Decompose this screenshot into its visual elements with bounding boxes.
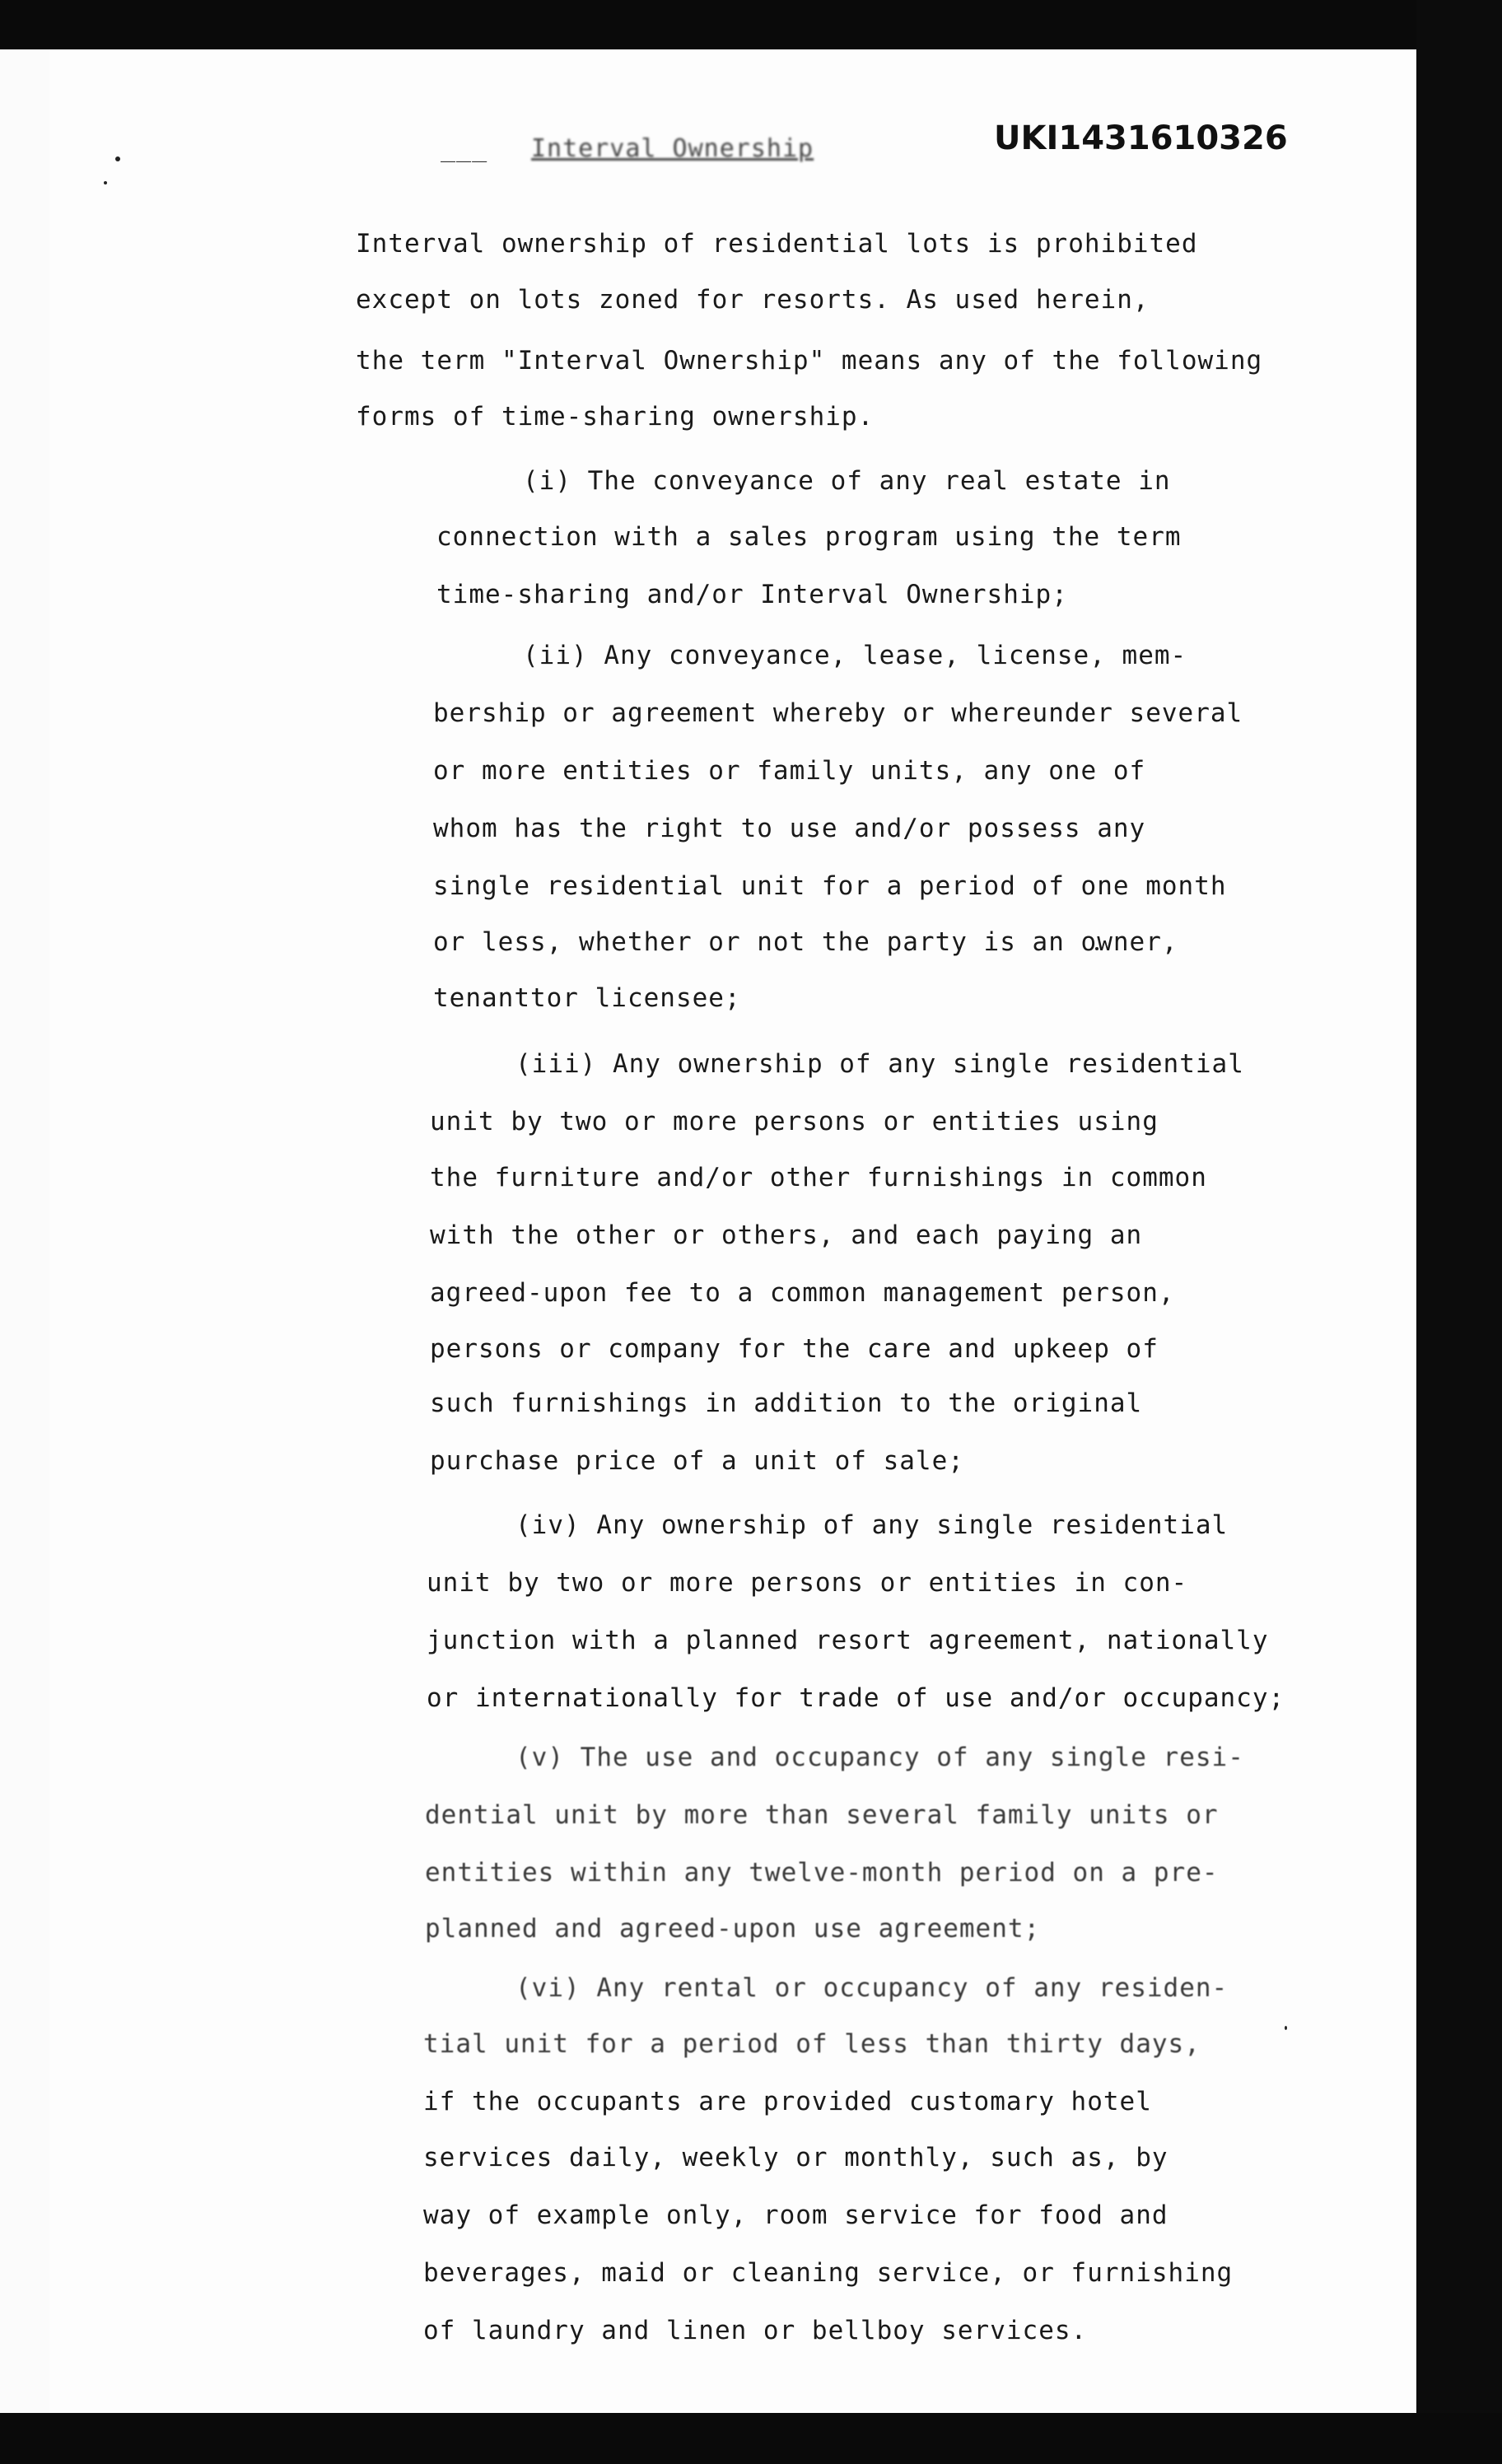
clause-vi-line: services daily, weekly or monthly, such as, by (423, 2143, 1168, 2172)
clause-ii-line: whom has the right to use and/or possess any (433, 814, 1146, 843)
clause-ii-line: bership or agreement whereby or whereunder several (433, 698, 1243, 728)
page-header (441, 119, 1429, 177)
clause-iii-line: such furnishings in addition to the original (430, 1388, 1143, 1418)
clause-iv-line: unit by two or more persons or entities in con- (427, 1568, 1188, 1598)
clause-v-line: entities within any twelve-month period on a pre- (425, 1858, 1219, 1888)
clause-iv-line: junction with a planned resort agreement, nationally (427, 1626, 1269, 1655)
clause-iii-line: the furniture and/or other furnishings in common (430, 1163, 1207, 1192)
clause-vi-line: way of example only, room service for food and (423, 2200, 1168, 2230)
clause-ii-line: or less, whether or not the party is an owner, (433, 927, 1178, 957)
clause-iii-line: agreed-upon fee to a common management person, (430, 1278, 1175, 1308)
clause-ii-line: single residential unit for a period of one month (433, 871, 1227, 901)
intro-line: forms of time-sharing ownership. (356, 402, 875, 432)
record-number: UKI1431610326 (994, 119, 1288, 157)
intro-line: except on lots zoned for resorts. As used herein, (356, 285, 1150, 315)
clause-vi-line: of laundry and linen or bellboy services. (423, 2316, 1088, 2345)
clause-iii-line: persons or company for the care and upkeep of (430, 1334, 1159, 1364)
clause-ii-line: tenanttor licensee; (433, 983, 741, 1013)
clause-iii-line: with the other or others, and each paying an (430, 1220, 1143, 1250)
clause-iv-line: (iv) Any ownership of any single residential (515, 1510, 1229, 1540)
scan-border-bottom (0, 2413, 1502, 2464)
intro-line: Interval ownership of residential lots is prohibited (356, 229, 1198, 259)
clause-i-line: connection with a sales program using the term (436, 522, 1182, 552)
clause-vi-line: (vi) Any rental or occupancy of any residen- (515, 1973, 1229, 2003)
header-marker: ___ (441, 134, 488, 163)
scan-border-top (0, 0, 1502, 49)
scan-border-right (1416, 0, 1502, 2464)
scan-margin-left (0, 49, 49, 2413)
document-paper (49, 49, 1416, 2413)
document-body (49, 49, 1416, 2413)
clause-iii-line: purchase price of a unit of sale; (430, 1446, 964, 1476)
clause-v-line: dential unit by more than several family units or (425, 1800, 1219, 1830)
clause-iii-line: (iii) Any ownership of any single residential (515, 1049, 1244, 1079)
header-title: Interval Ownership (531, 134, 814, 163)
clause-i-line: time-sharing and/or Interval Ownership; (436, 580, 1068, 609)
clause-vi-line: tial unit for a period of less than thirty days, (423, 2029, 1201, 2059)
clause-i-line: (i) The conveyance of any real estate in (523, 466, 1171, 496)
clause-vi-line: beverages, maid or cleaning service, or furnishing (423, 2258, 1234, 2288)
clause-vi-line: if the occupants are provided customary hotel (423, 2087, 1152, 2116)
clause-ii-line: or more entities or family units, any one of (433, 756, 1146, 786)
clause-ii-line: (ii) Any conveyance, lease, license, mem- (523, 641, 1187, 670)
clause-iii-line: unit by two or more persons or entities using (430, 1107, 1159, 1136)
clause-v-line: planned and agreed-upon use agreement; (425, 1914, 1041, 1944)
intro-line: the term "Interval Ownership" means any of the following (356, 346, 1263, 376)
clause-v-line: (v) The use and occupancy of any single resi- (515, 1743, 1244, 1772)
clause-iv-line: or internationally for trade of use and/or occupancy; (427, 1683, 1285, 1713)
